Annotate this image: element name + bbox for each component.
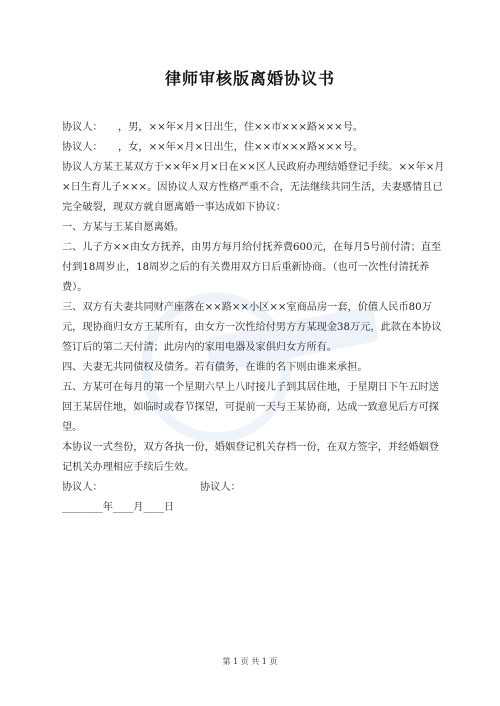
- date-line: ________年____月____日: [62, 502, 175, 513]
- preamble-paragraph: 协议人方某王某双方于××年×月×日在××区人民政府办理结婚登记手续。××年×月×日生育儿子×××。因协议人双方性格严重不合，无法继续共同生活，夫妻感情且已完全破裂，现双方就自愿离婚一事达成如下协议：: [62, 162, 445, 213]
- clause-3: 三、双方有夫妻共同财产座落在××路××小区××室商品房一套，价值人民币80万元，现协商归女方王某所有，由女方一次性给付男方方某现金38万元，此款在本协议签订后的第二天付清；此房内的家用电器及家俱归女方所有。: [62, 302, 442, 353]
- closing-paragraph: 本协议一式叁份，双方各执一份，婚姻登记机关存档一份，在双方签字，并经婚姻登记机关办理相应手续后生效。: [62, 442, 439, 473]
- signature-right-label: 协议人：: [200, 482, 241, 493]
- signature-left-label: 协议人：: [62, 482, 103, 493]
- clause-2: 二、儿子方××由女方抚养，由男方每月给付抚养费600元，在每月5号前付清；直至付到18周岁止，18周岁之后的有关费用双方日后重新协商。（也可一次性付清抚养费）。: [62, 242, 442, 293]
- party-male-line: 协议人： ，男，××年×月×日出生，住××市×××路×××号。: [62, 122, 364, 133]
- party-female-line: 协议人： ，女，××年×月×日出生，住××市×××路×××号。: [62, 142, 364, 153]
- signature-row: [62, 478, 446, 498]
- document-body: [62, 118, 446, 518]
- clause-4: 四、夫妻无共同债权及债务。若有债务，在谁的名下则由谁来承担。: [62, 362, 368, 373]
- page-footer: 第 1 页 共 1 页: [222, 657, 278, 666]
- clause-1: 一、方某与王某自愿离婚。: [62, 222, 185, 233]
- clause-5: 五、方某可在每月的第一个星期六早上八时接儿子到其居住地，于星期日下午五时送回王某居住地，如临时或春节探望，可提前一天与王某协商，达成一致意见后方可探望。: [62, 382, 439, 433]
- document-title: 律师审核版离婚协议书: [164, 69, 335, 88]
